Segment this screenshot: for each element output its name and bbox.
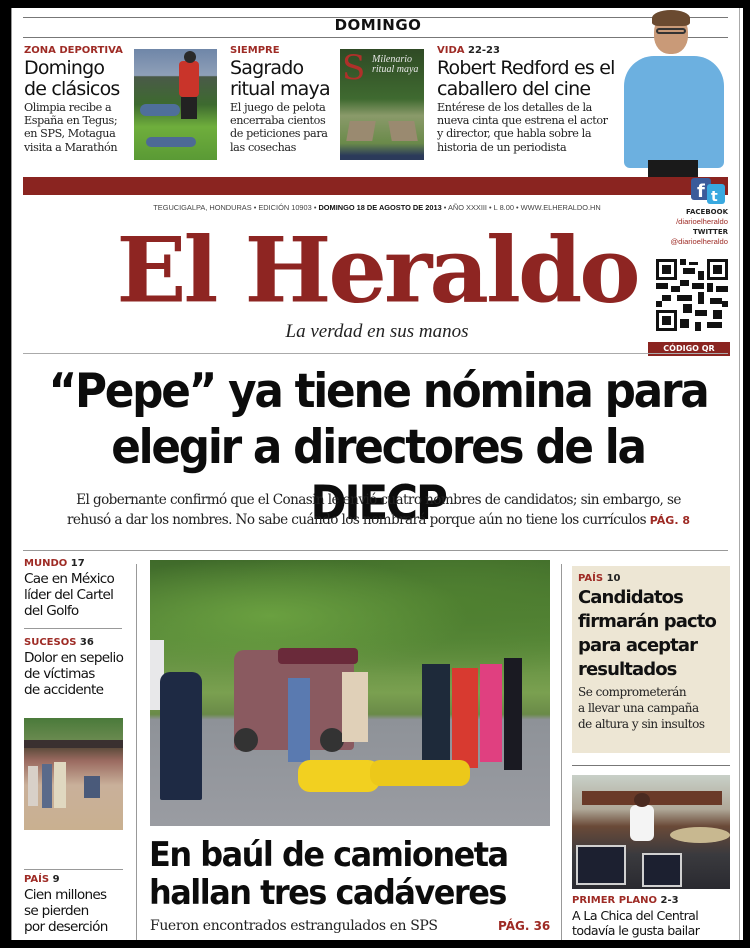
teaser-kicker: VIDA 22-23 [437,45,500,56]
section-day: DOMINGO [334,16,422,34]
story-box-candidatos[interactable]: PAÍS 10 Candidatos firmarán pacto para aceptar resultados Se comprometerán a llevar una campaña de altura y sin insultos [572,566,730,753]
brief-pais[interactable]: PAÍS 9 Cien millones se pierden por deserción [24,874,129,935]
box-headline: Candidatos firmarán pacto para aceptar resultados [578,587,716,680]
center-summary: Fueron encontrados estrangulados en SPS [150,918,438,934]
story-headline: A La Chica del Central todavía le gusta bailar [572,908,700,938]
brief-headline: Dolor en sepelio de víctimas de accidente [24,650,124,698]
brief-headline: Cae en México líder del Cartel del Golfo [24,571,115,619]
qr-code-label: CÓDIGO QR [648,342,730,356]
brief-divider [24,628,122,629]
page-ref: PÁG. 8 [649,514,690,527]
robert-redford-portrait [618,10,732,178]
teaser-siempre[interactable] [230,45,342,154]
lead-headline[interactable]: “Pepe” ya tiene nómina para elegir a directores de la DIECP [48,364,708,531]
newspaper-front-page [11,8,743,940]
center-headline[interactable]: En baúl de camioneta hallan tres cadáveres [149,835,508,913]
dateline: TEGUCIGALPA, HONDURAS • EDICIÓN 10903 • DOMINGO 18 DE AGOSTO DE 2013 • AÑO XXXIII • L 8.00 • WWW.ELHERALDO.HN [153,203,601,212]
qr-code-icon[interactable] [656,259,728,331]
teaser-body: Olimpia recibe a España en Tegus; en SPS, Motagua visita a Marathón [24,101,118,154]
magazine-cover-milenario-ritual-maya: S Milenario ritual maya [340,49,424,160]
teaser-headline: Domingo de clásicos [24,57,120,100]
teaser-kicker: SIEMPRE [230,45,280,56]
box-body: Se comprometerán a llevar una campaña de altura y sin insultos [578,685,705,731]
social-handles [652,207,728,247]
funeral-gathering-photo [24,718,123,830]
soccer-players-training-photo [134,49,217,160]
svg-text:f: f [697,181,705,202]
column-separator [136,564,137,940]
masthead-rule [23,353,728,354]
teaser-kicker: ZONA DEPORTIVA [24,45,123,56]
facebook-label: FACEBOOK [686,208,728,216]
twitter-label: TWITTER [693,228,728,236]
brief-sucesos[interactable]: SUCESOS 36 Dolor en sepelio de víctimas de accidente [24,637,129,698]
teaser-body: Entérese de los detalles de la nueva cinta que estrena el actor y director, que habla sobre la historia de un periodista [437,101,608,154]
brief-headline: Cien millones se pierden por deserción [24,887,108,935]
teaser-vida[interactable] [437,45,637,154]
page-ref: PÁG. 36 [498,919,551,933]
column-separator [561,564,562,940]
twitter-handle[interactable]: @diarioelheraldo [670,237,728,246]
masthead-red-bar [23,177,728,195]
teaser-headline: Sagrado ritual maya [230,57,330,100]
story-primer-plano[interactable]: PRIMER PLANO 2-3 A La Chica del Central todavía le gusta bailar [572,895,732,938]
brief-mundo[interactable]: MUNDO 17 Cae en México líder del Cartel del Golfo [24,558,129,619]
teaser-body: El juego de pelota encerraba cientos de peticiones para las cosechas [230,101,328,154]
svg-text:t: t [711,189,718,205]
lead-rule [23,550,728,551]
page-edge [739,8,740,940]
facebook-handle[interactable]: /diarioelheraldo [676,217,728,226]
lead-summary: El gobernante confirmó que el Conasin le envió cuatro nombres de candidatos; sin embargo, se rehusó a dar los nombres. No sabe cuándo los nombrará porque aún no tiene los currículos PÁG. 8 [67,492,690,528]
crime-scene-yellow-body-bags-photo [150,560,550,826]
teaser-zona-deportiva[interactable] [24,45,136,154]
box-divider [572,765,730,766]
drummer-marimba-band-photo [572,775,730,889]
brief-divider [24,869,123,870]
teaser-headline: Robert Redford es el caballero del cine [437,57,615,100]
newspaper-title: El Heraldo [116,217,638,323]
tagline: La verdad en sus manos [285,321,469,342]
social-icons[interactable] [689,176,729,206]
